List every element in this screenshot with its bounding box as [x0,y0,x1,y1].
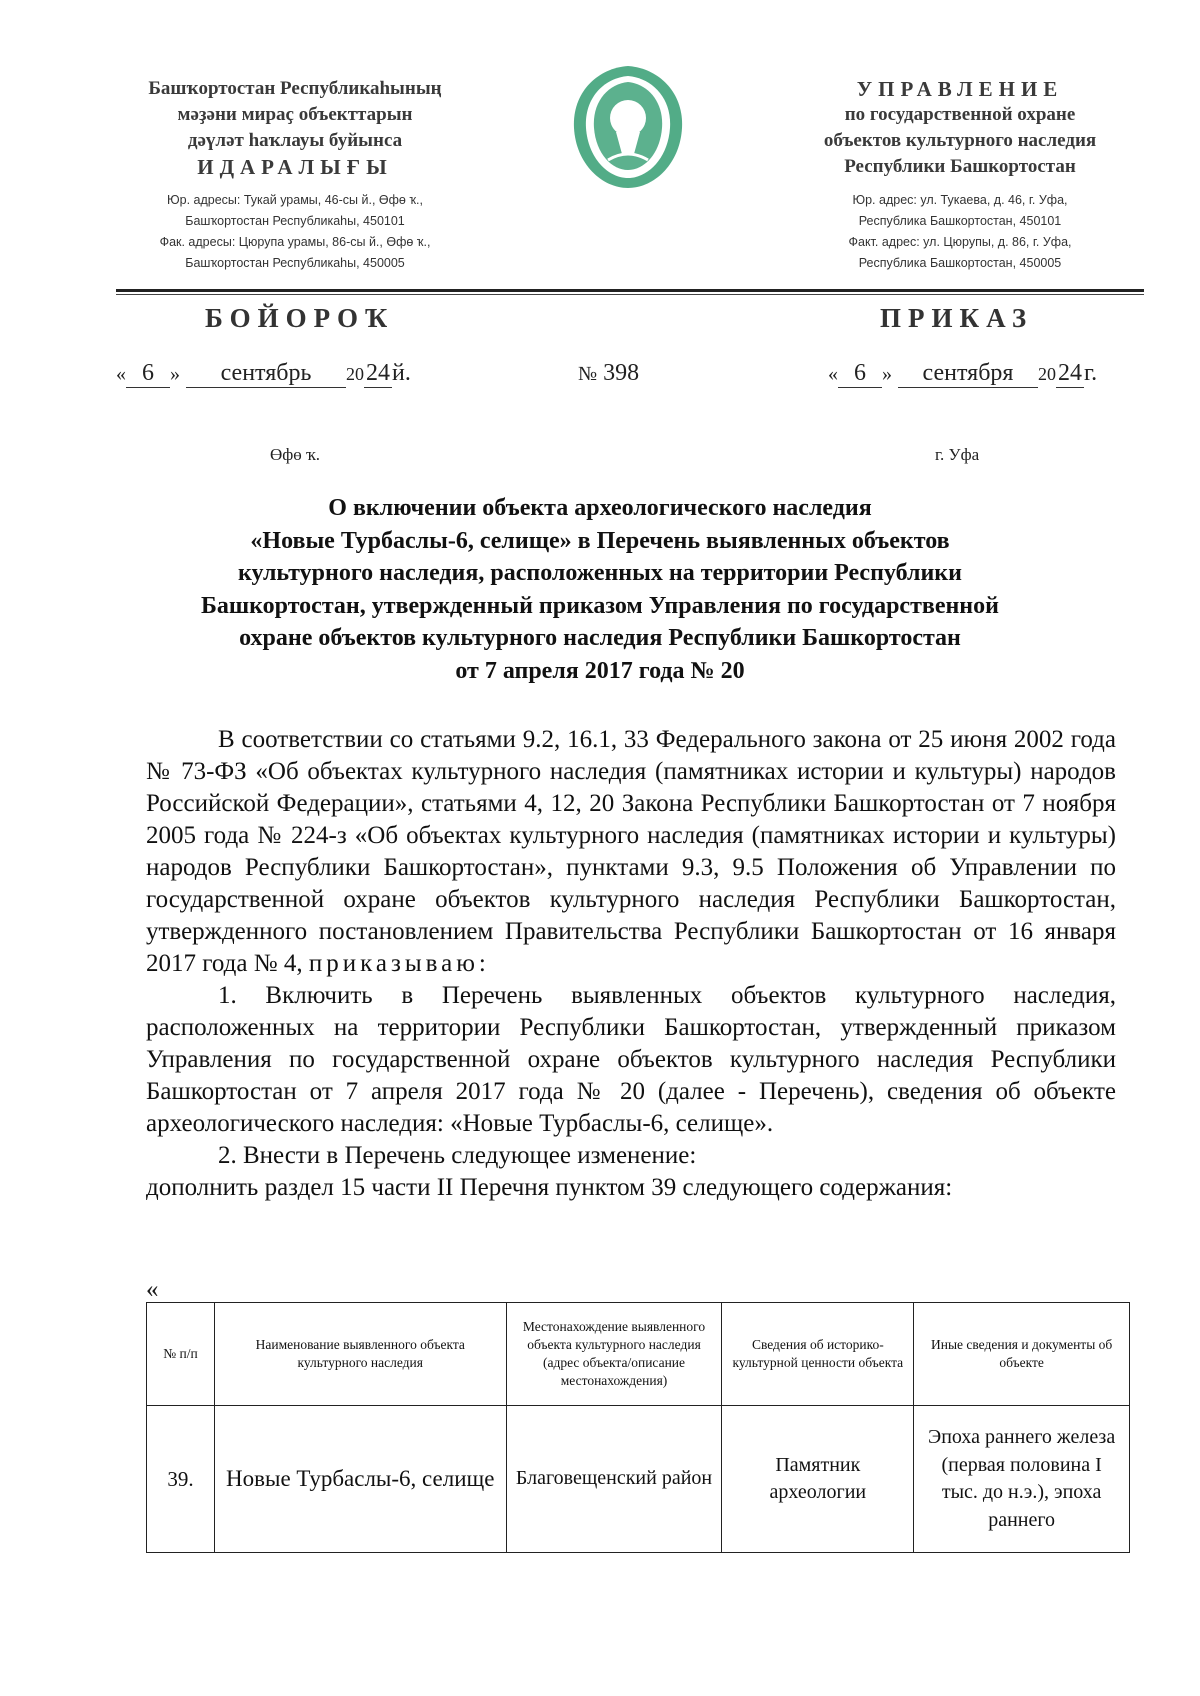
address-line: Республика Башкортостан, 450005 [858,256,1062,270]
body-paragraph-item2: 2. Внести в Перечень следующее изменение: [218,1142,697,1169]
title-line: «Новые Турбаслы-6, селище» в Перечень выявленных объектов [250,527,950,554]
quote-open: « [828,363,838,385]
date-day: 6 [838,360,882,388]
document-body [146,724,1116,1204]
date-month: сентябрь [186,360,346,388]
table-header-row [147,1303,1130,1406]
header-right-line: Республики Башкортостан [844,156,1076,177]
header-divider [116,289,1144,292]
address-line: Факт. адрес: ул. Цюрупы, д. 86, г. Уфа, [848,235,1072,249]
number-value: 398 [603,360,640,386]
doc-kind-bashkir: БОЙОРОҠ [205,303,395,333]
date-year-prefix: 20 [1038,364,1056,384]
header-right-line: объектов культурного наследия [823,130,1097,151]
city-right: г. Уфа [935,445,980,464]
address-line: Юр. адресы: Тукай урамы, 46-сы й., Өфө ҡ., [167,193,423,207]
header-divider-thin [116,294,1144,295]
date-suffix: й. [392,360,411,386]
column-header: № п/п [147,1303,215,1406]
city-left: Өфө ҡ. [270,445,321,464]
table-cell: Новые Турбаслы-6, селище [214,1406,506,1553]
column-header: Сведения об историко-культурной ценности объекта [722,1303,914,1406]
header-right-line: УПРАВЛЕНИЕ [856,77,1064,101]
header-left-line: ИДАРАЛЫҒЫ [197,155,393,179]
register-table [146,1302,1130,1553]
date-year-prefix: 20 [346,364,364,384]
date-year-suffix: 24 [1058,360,1082,386]
header-right-address [790,190,1130,274]
date-year-suffix: 24 [366,360,390,386]
doc-kind-russian: ПРИКАЗ [880,303,1034,333]
title-line: О включении объекта археологического наследия [328,495,872,521]
body-paragraph-preamble [146,724,1116,980]
table-cell: 39. [147,1406,215,1553]
header-left-line: дәүләт һаҡлауы буйынса [187,130,403,151]
title-line: культурного наследия, расположенных на территории Республики [238,560,962,586]
column-header: Иные сведения и документы об объекте [914,1303,1130,1406]
date-day: 6 [126,360,170,388]
header-right-line: по государственной охране [844,104,1076,125]
header-left-address [110,190,480,274]
quote-open: « [116,363,126,385]
table-cell: Благовещенский район [506,1406,722,1553]
date-month: сентября [898,360,1038,388]
open-quote: « [146,1276,159,1303]
preamble-text: В соответствии со статьями 9.2, 16.1, 33 Федерального закона от 25 июня 2002 года № 73-ФЗ «Об объектах культурного наследия (памятниках истории и культуры) народов Российской Федерации», статьями 4, 12, 20 Закона Республики Башкортостан от 7 ноября 2005 года № 224-з «Об объектах культурного наследия (памятниках истории и культуры) народов Республики Башкортостан», пунктами 9.3, 9.5 Положения об Управлении по государственной охране объектов культурного наследия Республики Башкортостан, утвержденного постановлением Правительства Республики Башкортостан от 16 января 2017 года № 4, [146,726,1116,977]
order-number [578,360,639,387]
table-cell: Памятник археологии [722,1406,914,1553]
table-row [147,1406,1130,1553]
quote-close: » [882,363,892,385]
address-line: Башҡортостан Республикаһы, 450101 [185,214,405,228]
address-line: Фак. адресы: Цюрупа урамы, 86-сы й., Өфө ҡ., [159,235,431,249]
date-suffix: г. [1084,360,1098,386]
title-line: Башкортостан, утвержденный приказом Управления по государственной [201,592,999,619]
header-left-line: мәҙәни мираҫ объекттарын [177,104,413,125]
header-left-block [110,76,480,274]
order-word: приказываю: [308,950,490,977]
number-sign: № [578,363,598,385]
column-header: Местонахождение выявленного объекта культурного наследия (адрес объекта/описание местонахождения) [506,1303,722,1406]
date-left [116,360,411,388]
body-paragraph-item1: 1. Включить в Перечень выявленных объектов культурного наследия, расположенных на территории Республики Башкортостан, утвержденный приказом Управления по государственной охране объектов культурного наследия Республики Башкортостан от 7 апреля 2017 года № 20 (далее - Перечень), сведения об объекте археологического наследия: «Новые Турбаслы-6, селище». [146,982,1116,1137]
date-right [828,360,1097,388]
column-header: Наименование выявленного объекта культурного наследия [214,1303,506,1406]
table-cell: Эпоха раннего железа (первая половина I тыс. до н.э.), эпоха раннего [914,1406,1130,1553]
address-line: Юр. адрес: ул. Тукаева, д. 46, г. Уфа, [852,193,1068,207]
address-line: Башҡортостан Республикаһы, 450005 [185,256,405,270]
title-line: охране объектов культурного наследия Республики Башкортостан [239,625,961,651]
body-paragraph-item2-detail: дополнить раздел 15 части II Перечня пунктом 39 следующего содержания: [146,1174,953,1201]
bashkortostan-emblem-icon [568,62,688,192]
address-line: Республика Башкортостан, 450101 [858,214,1062,228]
document-title [130,492,1070,687]
header-left-line: Башҡортостан Республикаһының [148,78,442,99]
title-line: от 7 апреля 2017 года № 20 [455,657,745,684]
quote-close: » [170,363,180,385]
header-right-block [790,76,1130,274]
